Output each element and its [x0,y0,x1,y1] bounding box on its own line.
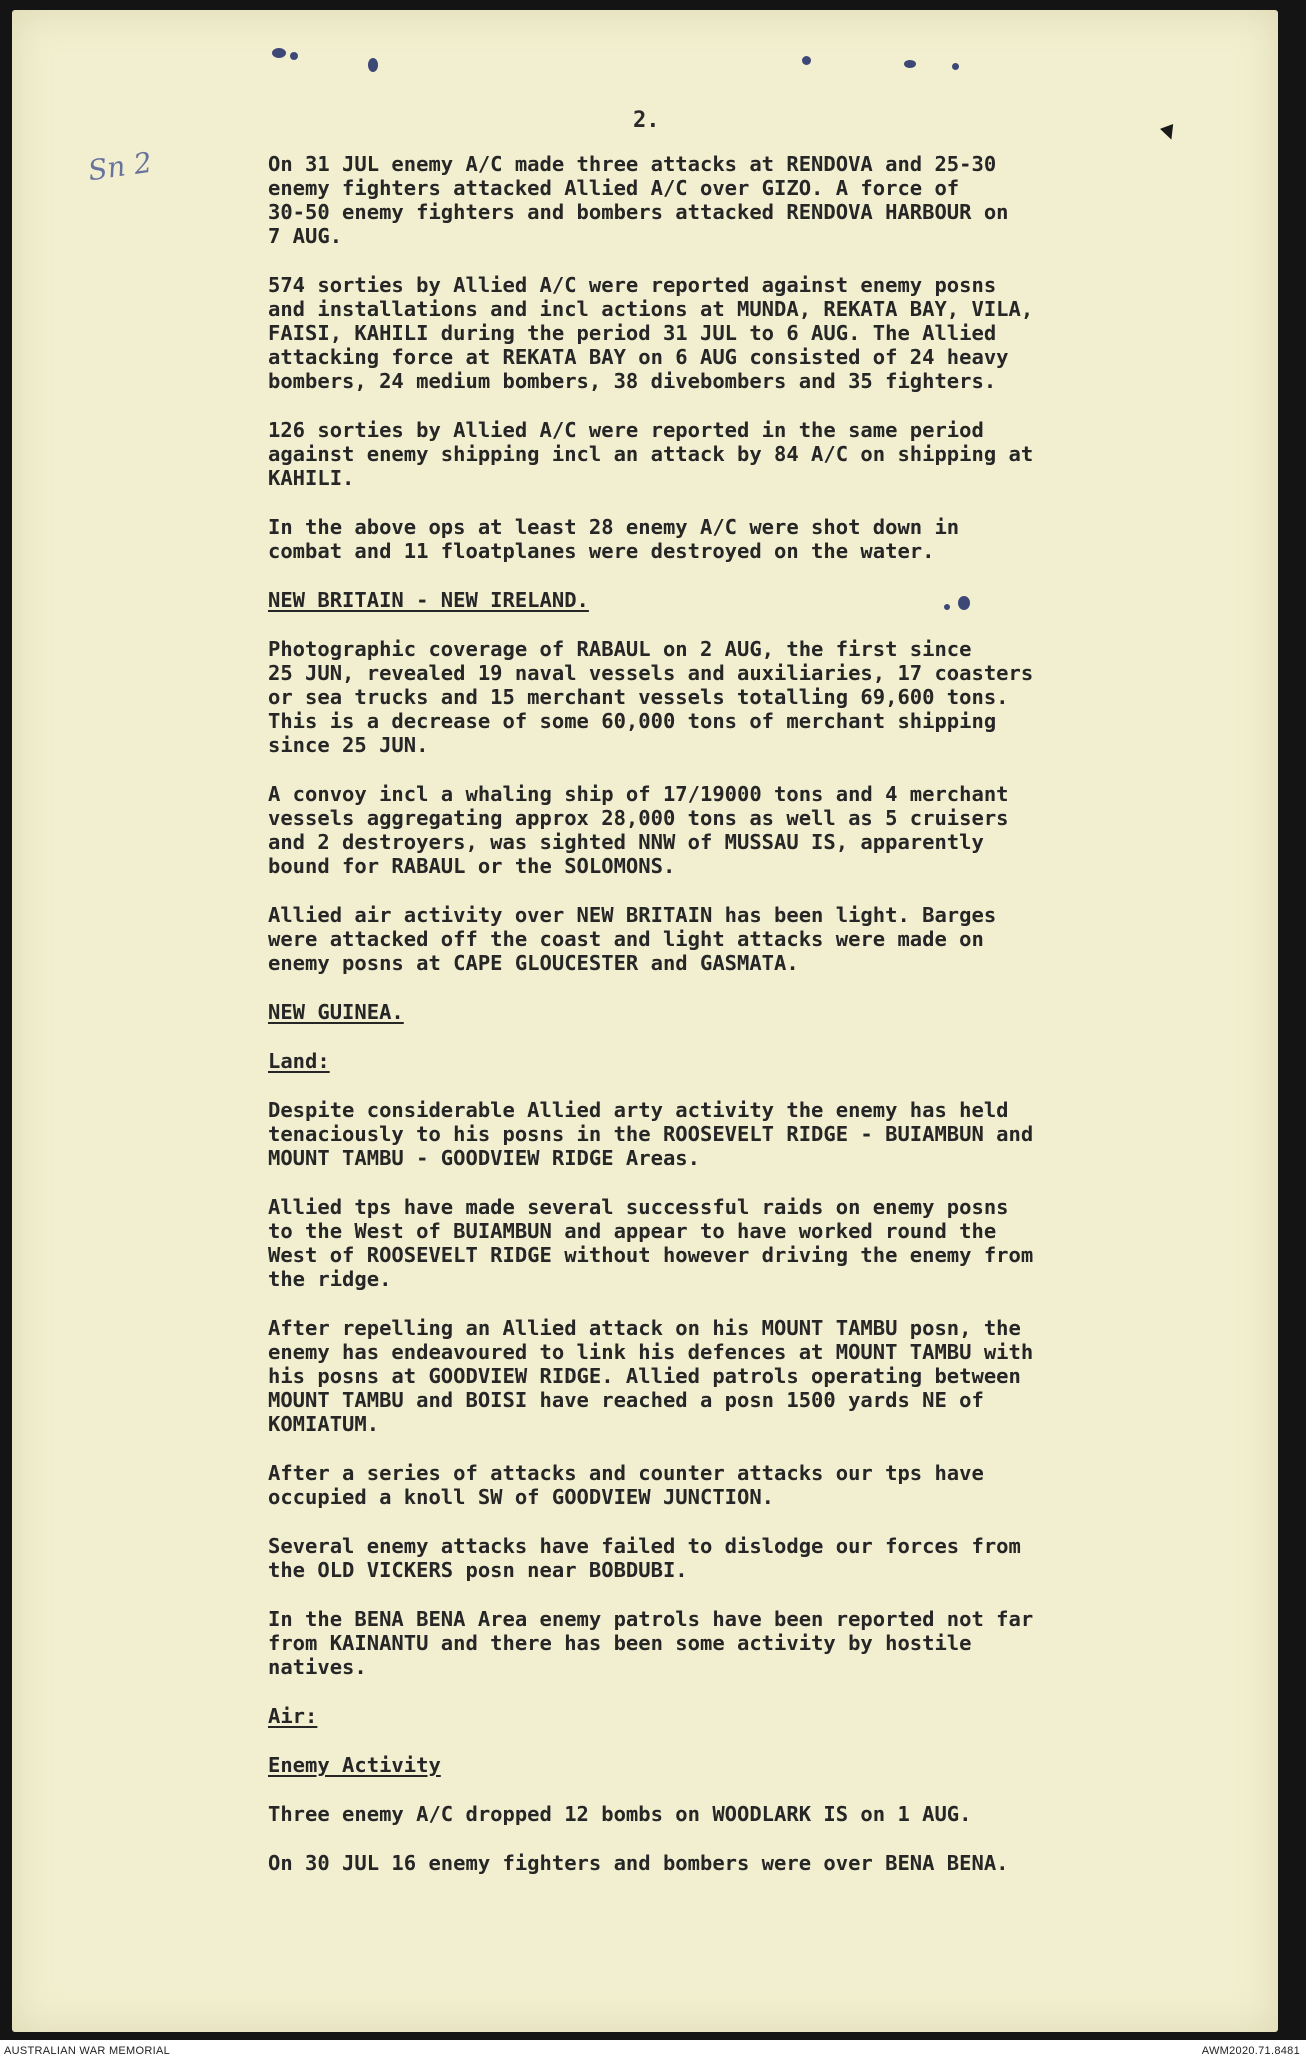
paragraph: In the BENA BENA Area enemy patrols have been reported not far from KAINANTU and there has been some activity by hostile natives. [268,1607,1034,1679]
ink-blot [368,58,378,72]
document-body [268,152,1188,1900]
paragraph: 574 sorties by Allied A/C were reported against enemy posns and installations and incl actions at MUNDA, REKATA BAY, VILA, FAISI, KAHILI during the period 31 JUL to 6 AUG. The Allied attacking force at REKATA BAY on 6 AUG consisted of 24 heavy bombers, 24 medium bombers, 38 divebombers and 35 fighters. [268,273,1034,393]
paragraph: After repelling an Allied attack on his MOUNT TAMBU posn, the enemy has endeavoured to link his defences at MOUNT TAMBU with his posns at GOODVIEW RIDGE. Allied patrols operating between MOUNT TAMBU and BOISI have reached a posn 1500 yards NE of KOMIATUM. [268,1316,1034,1436]
paragraph: After a series of attacks and counter attacks our tps have occupied a knoll SW of GOODVIEW JUNCTION. [268,1461,984,1509]
ink-blot [904,60,916,68]
paragraph: A convoy incl a whaling ship of 17/19000 tons and 4 merchant vessels aggregating approx 28,000 tons as well as 5 cruisers and 2 destroyers, was sighted NNW of MUSSAU IS, apparently bound for RABAUL or the SOLOMONS. [268,782,1009,878]
ink-blot [290,52,298,60]
section-heading: NEW GUINEA. [268,1000,404,1024]
paragraph: Allied air activity over NEW BRITAIN has been light. Barges were attacked off the coast and light attacks were made on enemy posns at CAPE GLOUCESTER and GASMATA. [268,903,997,975]
ink-blot [802,56,811,65]
paragraph: Several enemy attacks have failed to dislodge our forces from the OLD VICKERS posn near BOBDUBI. [268,1534,1021,1582]
margin-annotation: Sn 2 [86,145,154,188]
ink-blot [272,48,286,58]
footer-strip [0,2040,1306,2061]
ink-blot [952,63,959,70]
paragraph: 126 sorties by Allied A/C were reported in the same period against enemy shipping incl an attack by 84 A/C on shipping at KAHILI. [268,418,1034,490]
section-heading: Enemy Activity [268,1753,441,1777]
footer-archive-name: AUSTRALIAN WAR MEMORIAL [4,2045,171,2057]
page-number: 2. [633,108,660,133]
section-heading: NEW BRITAIN - NEW IRELAND. [268,588,589,612]
section-heading: Air: [268,1704,318,1728]
paragraph: Three enemy A/C dropped 12 bombs on WOODLARK IS on 1 AUG. [268,1802,972,1826]
section-heading: Land: [268,1049,330,1073]
paragraph: On 31 JUL enemy A/C made three attacks at RENDOVA and 25-30 enemy fighters attacked Allied A/C over GIZO. A force of 30-50 enemy fighters and bombers attacked RENDOVA HARBOUR on 7 AUG. [268,152,1009,248]
paragraph: On 30 JUL 16 enemy fighters and bombers were over BENA BENA. [268,1851,1009,1875]
paragraph: Photographic coverage of RABAUL on 2 AUG, the first since 25 JUN, revealed 19 naval vessels and auxiliaries, 17 coasters or sea trucks and 15 merchant vessels totalling 69,600 tons. This is a decrease of some 60,000 tons of merchant shipping since 25 JUN. [268,637,1034,757]
paragraph: Allied tps have made several successful raids on enemy posns to the West of BUIAMBUN and appear to have worked round the West of ROOSEVELT RIDGE without however driving the enemy from the ridge. [268,1195,1034,1291]
paragraph: Despite considerable Allied arty activity the enemy has held tenaciously to his posns in the ROOSEVELT RIDGE - BUIAMBUN and MOUNT TAMBU - GOODVIEW RIDGE Areas. [268,1098,1034,1170]
footer-catalogue-id: AWM2020.71.8481 [1201,2045,1300,2057]
paragraph: In the above ops at least 28 enemy A/C were shot down in combat and 11 floatplanes were destroyed on the water. [268,515,960,563]
